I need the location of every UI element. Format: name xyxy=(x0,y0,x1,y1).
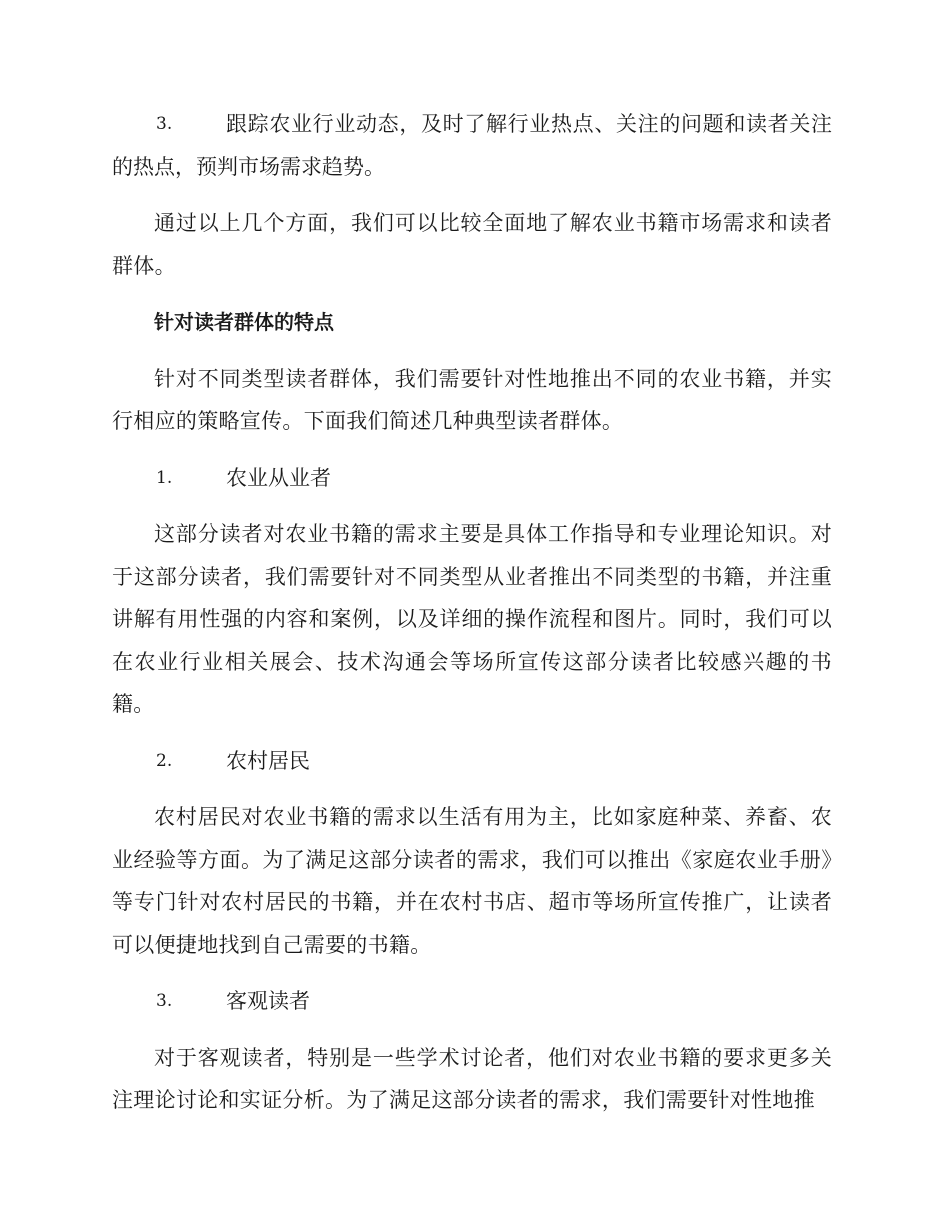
summary-paragraph: 通过以上几个方面，我们可以比较全面地了解农业书籍市场需求和读者群体。 xyxy=(112,211,832,278)
list-number: 1. xyxy=(156,467,173,488)
group-3-paragraph: 对于客观读者，特别是一些学术讨论者，他们对农业书籍的要求更多关注理论讨论和实证分析。为了满足这部分读者的需求，我们需要针对性地推 xyxy=(112,1045,832,1112)
list-item-text: 跟踪农业行业动态，及时了解行业热点、关注的问题和读者关注的热点，预判市场需求趋势。 xyxy=(112,112,832,179)
list-item-group-1 xyxy=(112,457,832,500)
list-item-title: 客观读者 xyxy=(226,989,310,1013)
list-item-trend-tracking xyxy=(112,103,832,188)
group-2-paragraph: 农村居民对农业书籍的需求以生活有用为主，比如家庭种菜、养畜、农业经验等方面。为了满足这部分读者的需求，我们可以推出《家庭农业手册》等专门针对农村居民的书籍，并在农村书店、超市等场所宣传推广，让读者可以便捷地找到自己需要的书籍。 xyxy=(112,805,832,957)
list-number: 3. xyxy=(156,114,173,134)
list-item-group-2 xyxy=(112,740,832,783)
list-item-title: 农村居民 xyxy=(226,748,310,773)
intro-paragraph: 针对不同类型读者群体，我们需要针对性地推出不同的农业书籍，并实行相应的策略宣传。下面我们简述几种典型读者群体。 xyxy=(112,366,832,433)
list-item-title: 农业从业者 xyxy=(226,465,331,490)
list-number: 3. xyxy=(156,991,173,1011)
group-1-paragraph: 这部分读者对农业书籍的需求主要是具体工作指导和专业理论知识。对于这部分读者，我们需要针对不同类型从业者推出不同类型的书籍，并注重讲解有用性强的内容和案例，以及详细的操作流程和图片。同时，我们可以在农业行业相关展会、技术沟通会等场所宣传这部分读者比较感兴趣的书籍。 xyxy=(112,522,832,716)
document-page xyxy=(112,103,832,1122)
list-number: 2. xyxy=(156,750,173,771)
list-item-group-3 xyxy=(112,980,832,1023)
section-heading: 针对读者群体的特点 xyxy=(154,310,334,334)
